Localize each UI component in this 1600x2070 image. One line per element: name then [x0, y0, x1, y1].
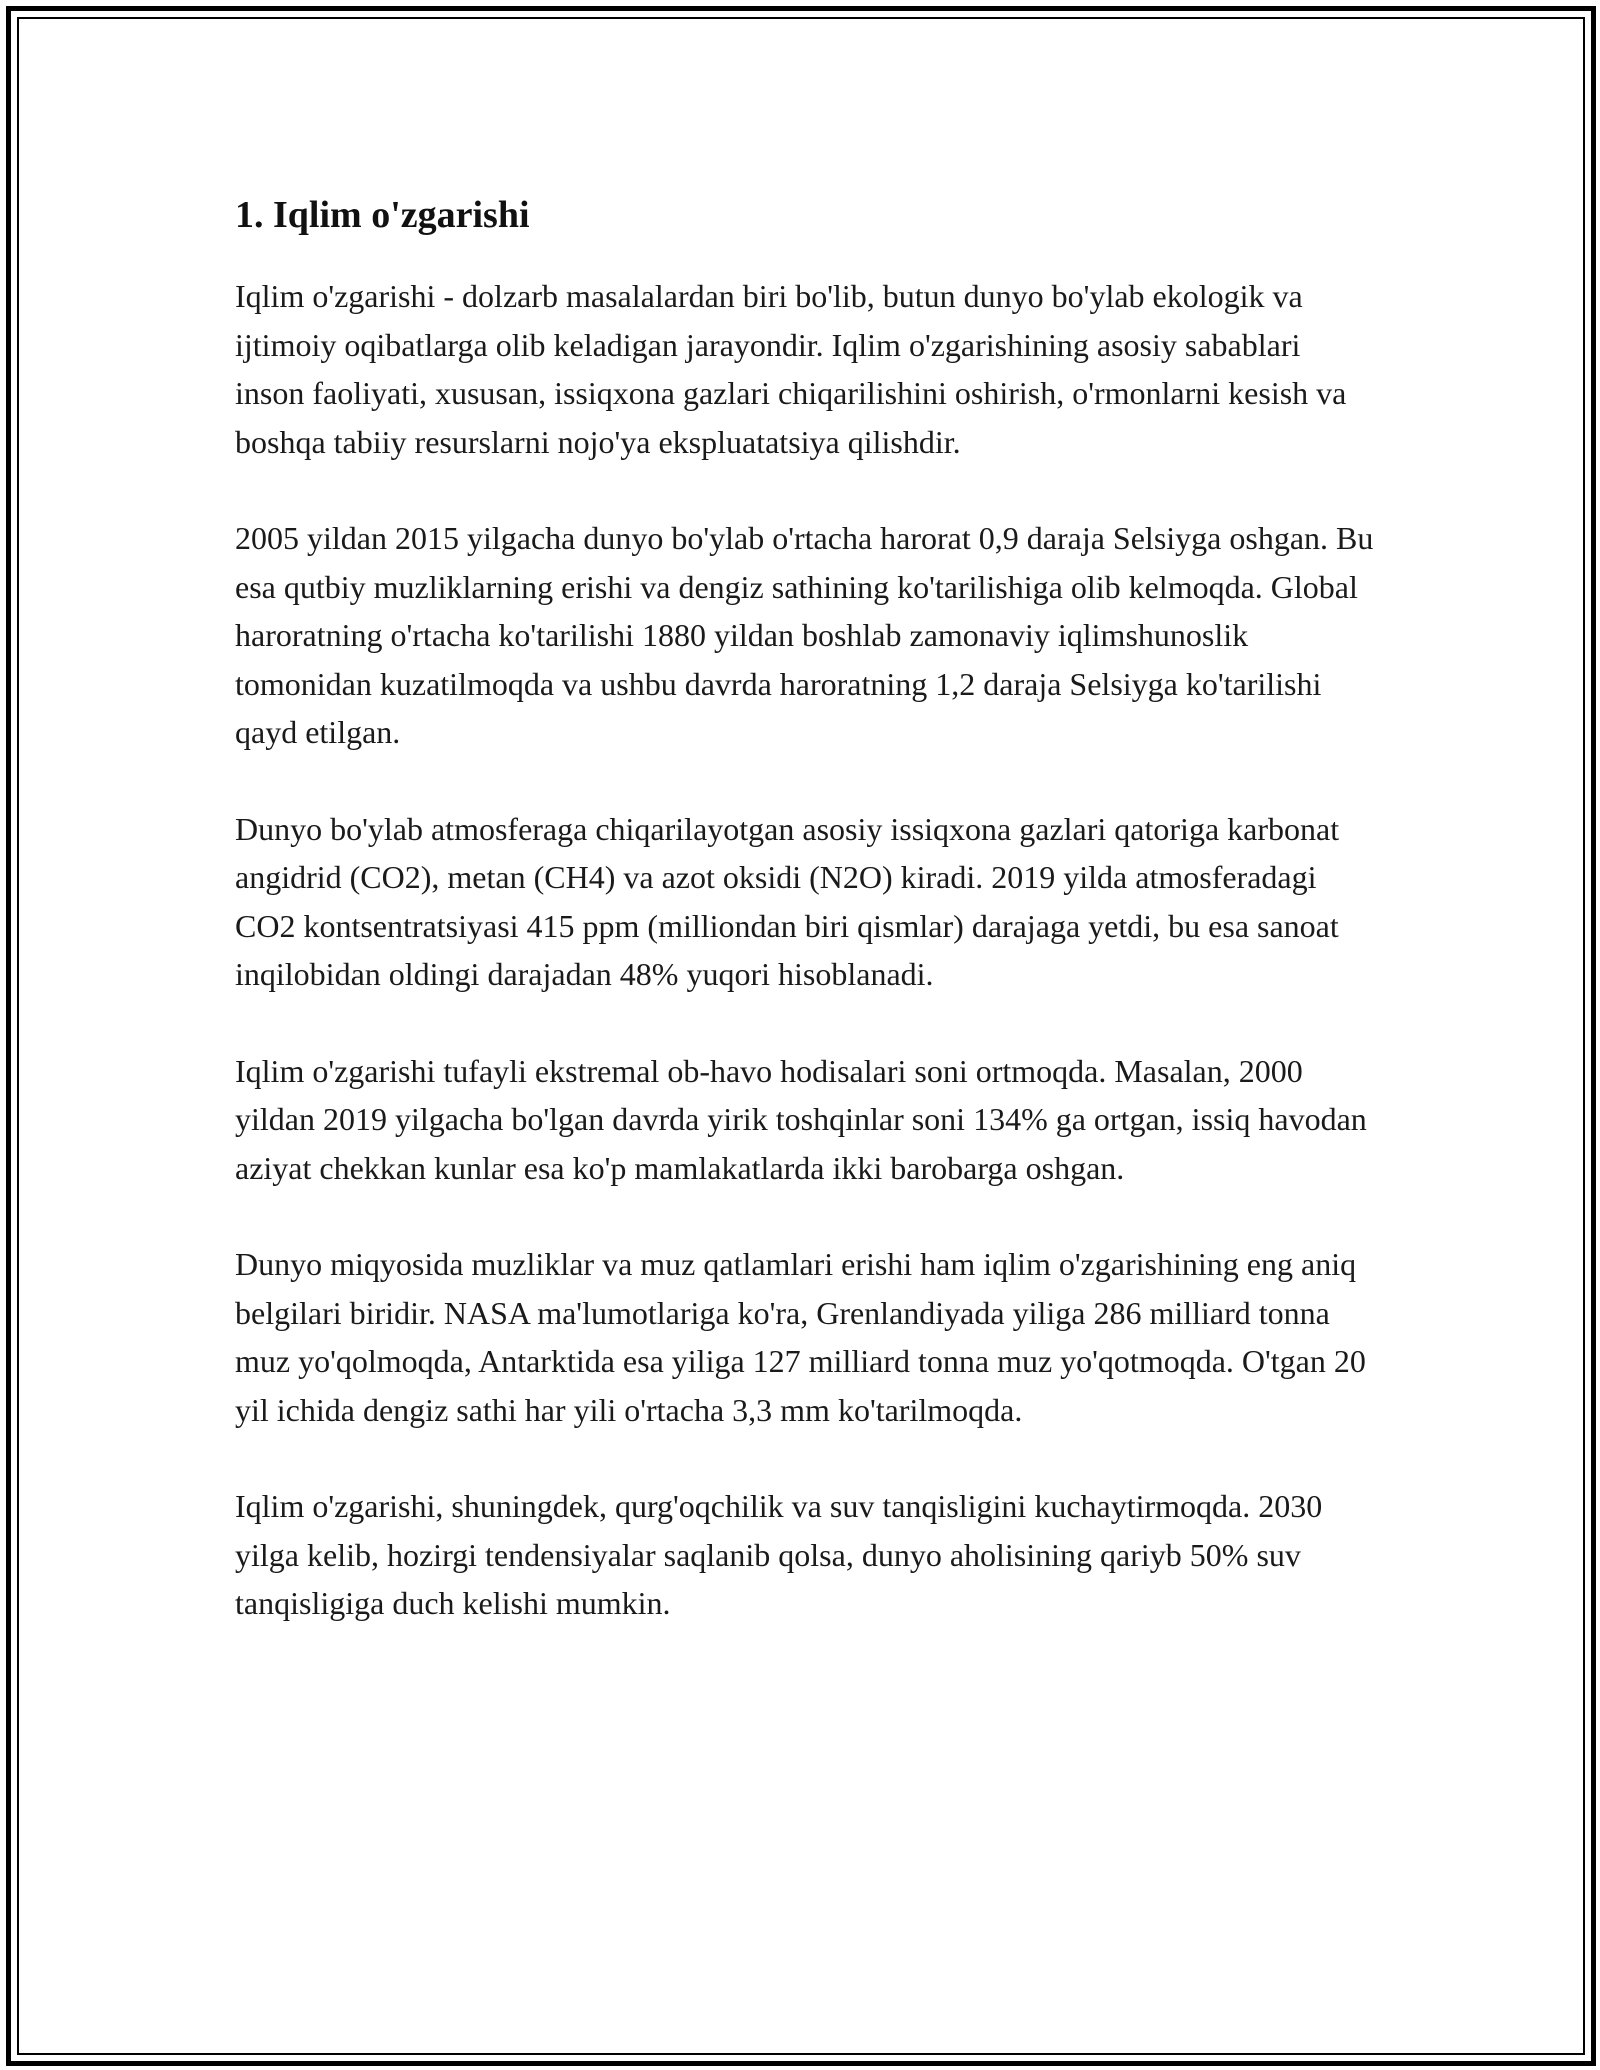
paragraph-extreme-weather: Iqlim o'zgarishi tufayli ekstremal ob-havo hodisalari soni ortmoqda. Masalan, 2000 yildan 2019 yilgacha bo'lgan davrda yirik toshqinlar soni 134% ga ortgan, issiq havodan aziyat chekkan kunlar esa ko'p mamlakatlarda ikki barobarga oshgan.	[235, 1052, 1367, 1186]
paragraph-temperature: 2005 yildan 2015 yilgacha dunyo bo'ylab o'rtacha harorat 0,9 daraja Selsiyga oshgan. Bu esa qutbiy muzliklarning erishi va dengiz sathining ko'tarilishiga olib kelmoqda. Global haroratning o'rtacha ko'tarilishi 1880 yildan boshlab zamonaviy iqlimshunoslik tomonidan kuzatilmoqda va ushbu davrda haroratning 1,2 daraja Selsiyga ko'tarilishi qayd etilgan.	[235, 520, 1374, 750]
section-heading: 1. Iqlim o'zgarishi	[235, 194, 530, 236]
paragraph-intro: Iqlim o'zgarishi - dolzarb masalalardan biri bo'lib, butun dunyo bo'ylab ekologik va ijtimoiy oqibatlarga olib keladigan jarayondir. Iqlim o'zgarishining asosiy sabablari inson faoliyati, xususan, issiqxona gazlari chiqarilishini oshirish, o'rmonlarni kesish va boshqa tabiiy resurslarni nojo'ya ekspluatatsiya qilishdir.	[235, 278, 1347, 460]
document-body	[235, 188, 1375, 1676]
paragraph-drought: Iqlim o'zgarishi, shuningdek, qurg'oqchilik va suv tanqisligini kuchaytirmoqda. 2030 yilga kelib, hozirgi tendensiyalar saqlanib qolsa, dunyo aholisining qariyb 50% suv tanqisligiga duch kelishi mumkin.	[235, 1488, 1323, 1621]
paragraph-ice-melting: Dunyo miqyosida muzliklar va muz qatlamlari erishi ham iqlim o'zgarishining eng aniq belgilari biridir. NASA ma'lumotlariga ko'ra, Grenlandiyada yiliga 286 milliard tonna muz yo'qolmoqda, Antarktida esa yiliga 127 milliard tonna muz yo'qotmoqda. O'tgan 20 yil ichida dengiz sathi har yili o'rtacha 3,3 mm ko'tarilmoqda.	[235, 1246, 1366, 1428]
paragraph-greenhouse-gases: Dunyo bo'ylab atmosferaga chiqarilayotgan asosiy issiqxona gazlari qatoriga karbonat angidrid (CO2), metan (CH4) va azot oksidi (N2O) kiradi. 2019 yilda atmosferadagi CO2 kontsentratsiyasi 415 ppm (milliondan biri qismlar) darajaga yetdi, bu esa sanoat inqilobidan oldingi darajadan 48% yuqori hisoblanadi.	[235, 810, 1340, 992]
